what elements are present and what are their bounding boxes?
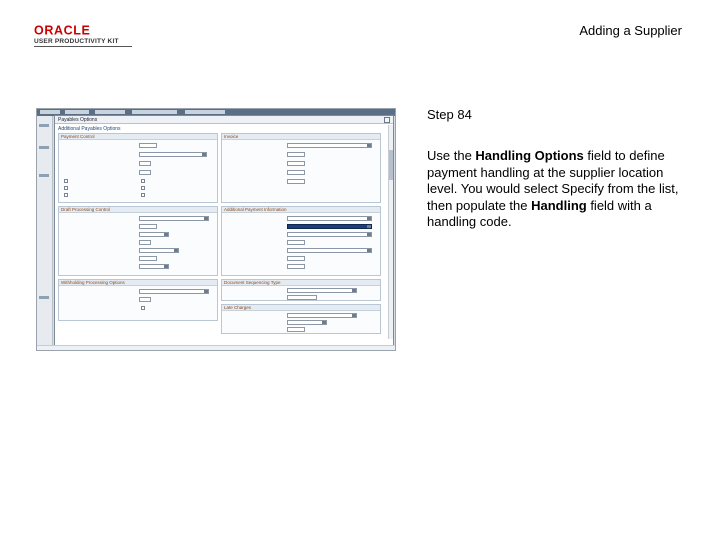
payables-options-dialog: [54, 115, 394, 347]
draft-field[interactable]: [139, 264, 169, 269]
withholding-field[interactable]: [139, 289, 209, 294]
sequencing-field[interactable]: [287, 295, 317, 300]
invoice-field[interactable]: [287, 161, 305, 166]
section-header: Invoice: [222, 134, 380, 140]
discount-field[interactable]: [139, 161, 151, 166]
invoice-field[interactable]: [287, 179, 305, 184]
pay-option-field[interactable]: [287, 216, 372, 221]
step-label: Step 84: [427, 107, 472, 122]
section-draft-processing: [58, 206, 218, 276]
page-title: Adding a Supplier: [579, 23, 682, 38]
checkbox[interactable]: [64, 186, 68, 190]
checkbox[interactable]: [64, 179, 68, 183]
section-header: Additional Payment Information: [222, 207, 380, 213]
dup-invoice-field[interactable]: [287, 143, 372, 148]
handling-options-term: Handling Options: [475, 148, 584, 163]
payment-field[interactable]: [287, 240, 305, 245]
section-withholding: [58, 279, 218, 321]
handling-field[interactable]: [287, 248, 372, 253]
section-payment-control: [58, 133, 218, 203]
application-screenshot: [36, 108, 396, 351]
draft-field[interactable]: [139, 240, 151, 245]
close-icon[interactable]: [384, 117, 390, 123]
invoice-field[interactable]: [287, 170, 305, 175]
horizontal-scrollbar[interactable]: [37, 345, 395, 350]
terms-basis-field[interactable]: [139, 152, 207, 157]
handling-options-field[interactable]: [287, 224, 372, 229]
payment-field[interactable]: [287, 232, 372, 237]
checkbox[interactable]: [141, 179, 145, 183]
section-header: Late Charges: [222, 305, 380, 311]
step-description: Use the Handling Options field to define payment handling at the supplier location level. You would select Specify from the list, then populate the Handling field with a handling code.: [427, 148, 679, 229]
payment-field[interactable]: [287, 264, 305, 269]
draft-field[interactable]: [139, 256, 157, 261]
payment-field[interactable]: [287, 256, 305, 261]
pay-group-field[interactable]: [139, 143, 157, 148]
section-header: Payment Control: [59, 134, 217, 140]
sequencing-field[interactable]: [287, 288, 357, 293]
section-header: Withholding Processing Options: [59, 280, 217, 286]
draft-field[interactable]: [139, 248, 179, 253]
checkbox[interactable]: [64, 193, 68, 197]
section-additional-payment: [221, 206, 381, 276]
section-header: Draft Processing Control: [59, 207, 217, 213]
dialog-title: Payables Options: [55, 116, 393, 124]
late-charges-field[interactable]: [287, 327, 305, 332]
section-document-sequencing: [221, 279, 381, 301]
logo-subtitle: USER PRODUCTIVITY KIT: [34, 38, 119, 45]
section-invoice: [221, 133, 381, 203]
section-header: Document Sequencing Type: [222, 280, 380, 286]
draft-field[interactable]: [139, 232, 169, 237]
dialog-subtitle: Additional Payables Options: [58, 126, 121, 132]
invoice-field[interactable]: [287, 152, 305, 157]
checkbox[interactable]: [141, 186, 145, 190]
oracle-logo: [34, 24, 124, 48]
checkbox[interactable]: [141, 193, 145, 197]
vertical-scrollbar[interactable]: [388, 125, 393, 339]
field-small[interactable]: [139, 170, 151, 175]
logo-divider: [34, 46, 132, 47]
svg-text:ORACLE: ORACLE: [34, 24, 91, 36]
handling-term: Handling: [531, 197, 587, 213]
late-charges-field[interactable]: [287, 313, 357, 318]
late-charges-field[interactable]: [287, 320, 327, 325]
oracle-wordmark-icon: [34, 24, 124, 36]
section-late-charges: [221, 304, 381, 334]
draft-field[interactable]: [139, 216, 209, 221]
checkbox[interactable]: [141, 306, 145, 310]
withholding-field[interactable]: [139, 297, 151, 302]
screenshot-left-panel: [37, 116, 53, 346]
draft-field[interactable]: [139, 224, 157, 229]
